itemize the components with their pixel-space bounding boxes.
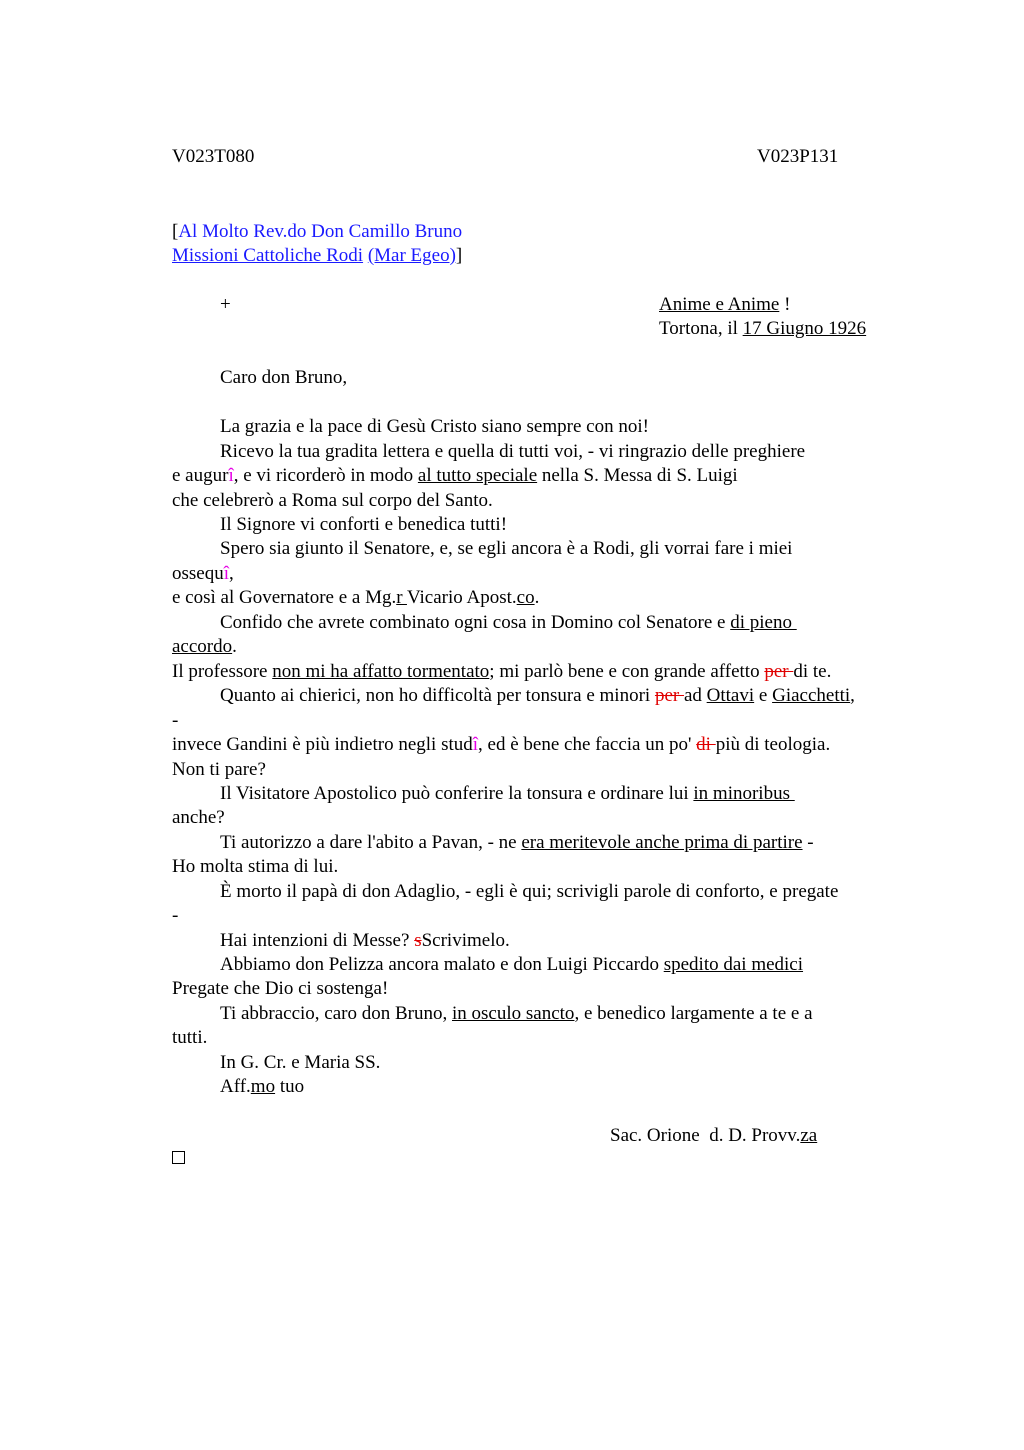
underlined-text: era meritevole anche prima di partire [521, 832, 803, 853]
body-line-16 [220, 782, 795, 806]
underlined-text: di pieno [730, 612, 797, 633]
signature-abbrev: za [800, 1125, 818, 1146]
body-line-17: anche? [172, 807, 225, 828]
body-line-13: - [172, 710, 179, 731]
text: Confido che avrete combinato ogni cosa in Domino col Senatore e [220, 612, 731, 633]
body-line-6: Spero sia giunto il Senatore, e, se egli ancora è a Rodi, gli vorrai fare i miei [220, 538, 793, 559]
underlined-text: non mi ha affatto tormentato [272, 661, 490, 682]
underlined-text: Ottavi [706, 685, 755, 706]
text: e così al Governatore e a Mg. [172, 587, 397, 608]
address-recipient[interactable]: Al Molto Rev.do Don Camillo Bruno [178, 221, 463, 242]
underlined-text: accordo [172, 636, 233, 657]
signature [610, 1124, 817, 1148]
text: più di teologia. [715, 734, 831, 755]
body-line-21: - [172, 905, 179, 926]
body-line-14 [172, 733, 830, 757]
body-line-19: Ho molta stima di lui. [172, 856, 339, 877]
body-line-24: Pregate che Dio ci sostenga! [172, 978, 389, 999]
address-close-bracket: ] [455, 245, 463, 266]
text: tuo [275, 1076, 305, 1097]
deleted-text: per [654, 685, 684, 706]
body-line-4: che celebrerò a Roma sul corpo del Santo. [172, 490, 493, 511]
text: Vicario Apost. [406, 587, 517, 608]
text: ossequ [172, 563, 224, 584]
accent-mark: î [472, 734, 479, 755]
underlined-text: al tutto speciale [417, 465, 538, 486]
deleted-text: di [696, 734, 716, 755]
body-line-23 [220, 953, 803, 977]
text: nella S. Messa di S. Luigi [537, 465, 738, 486]
text: Il professore [172, 661, 273, 682]
body-line-20: È morto il papà di don Adaglio, - egli è qui; scrivigli parole di conforto, e pregate [220, 881, 839, 902]
body-line-25 [220, 1002, 813, 1026]
place: Tortona, il [659, 318, 743, 339]
motto-text: Anime e Anime [659, 294, 780, 315]
underlined-text: spedito dai medici [663, 954, 804, 975]
body-line-10 [172, 635, 237, 659]
underlined-text: in osculo sancto [452, 1003, 575, 1024]
body-line-1: La grazia e la pace di Gesù Cristo siano sempre con noi! [220, 416, 649, 437]
text: Ti autorizzo a dare l'abito a Pavan, - ne [220, 832, 522, 853]
body-line-18 [220, 831, 814, 855]
underlined-text: r [396, 587, 407, 608]
closing-line-2 [220, 1075, 304, 1099]
body-line-3 [172, 464, 738, 488]
deleted-text: s [414, 930, 422, 951]
body-line-22 [220, 929, 510, 953]
address-mission-link[interactable]: Missioni Cattoliche Rodi [172, 245, 364, 266]
underlined-text: in minoribus [693, 783, 795, 804]
text: , [850, 685, 855, 706]
body-line-11 [172, 660, 831, 684]
body-line-5: Il Signore vi conforti e benedica tutti! [220, 514, 508, 535]
cross-symbol: + [220, 294, 231, 315]
text: Scrivimelo. [421, 930, 510, 951]
body-line-26: tutti. [172, 1027, 208, 1048]
text: , ed è bene che faccia un po' [478, 734, 697, 755]
place-date [659, 317, 866, 341]
text: invece Gandini è più indietro negli stud [172, 734, 473, 755]
address-line-2 [172, 244, 462, 268]
body-line-8 [172, 586, 539, 610]
address-sea-link[interactable]: (Mar Egeo) [367, 245, 456, 266]
address-line-1 [172, 220, 462, 244]
accent-mark: î [223, 563, 230, 584]
text: Ti abbraccio, caro don Bruno, [220, 1003, 452, 1024]
underlined-text: mo [250, 1076, 276, 1097]
deleted-text: per [764, 661, 794, 682]
body-line-9 [220, 611, 797, 635]
underlined-text: Giacchetti [772, 685, 851, 706]
text: . [232, 636, 237, 657]
text: Abbiamo don Pelizza ancora malato e don Luigi Piccardo [220, 954, 664, 975]
text: e augur [172, 465, 229, 486]
text: , [229, 563, 234, 584]
document-code-right: V023P131 [757, 146, 839, 167]
text: Aff. [220, 1076, 251, 1097]
text: Hai intenzioni di Messe? [220, 930, 415, 951]
text: e [754, 685, 773, 706]
closing-line-1: In G. Cr. e Maria SS. [220, 1052, 381, 1073]
body-line-12 [220, 684, 855, 708]
text: , e vi ricorderò in modo [233, 465, 418, 486]
text: Quanto ai chierici, non ho difficoltà per tonsura e minori [220, 685, 655, 706]
accent-mark: î [228, 465, 234, 486]
greeting: Caro don Bruno, [220, 367, 348, 388]
signature-text: Sac. Orione d. D. Provv. [610, 1125, 801, 1146]
underlined-text: co [516, 587, 535, 608]
text: di te. [793, 661, 832, 682]
end-marker-square [172, 1151, 185, 1164]
text: ad [683, 685, 707, 706]
body-line-7 [172, 562, 234, 586]
date: 17 Giugno 1926 [742, 318, 867, 339]
text: ; mi parlò bene e con grande affetto [489, 661, 765, 682]
text: Il Visitatore Apostolico può conferire la tonsura e ordinare lui [220, 783, 694, 804]
body-line-2: Ricevo la tua gradita lettera e quella di tutti voi, - vi ringrazio delle preghiere [220, 441, 806, 462]
text: , e benedico largamente a te e a [574, 1003, 813, 1024]
body-line-15: Non ti pare? [172, 759, 266, 780]
address-open-bracket: [ [172, 221, 179, 242]
motto-exclamation: ! [779, 294, 791, 315]
document-code-left: V023T080 [172, 146, 255, 167]
motto [659, 293, 790, 317]
text: . [534, 587, 540, 608]
text: - [802, 832, 814, 853]
